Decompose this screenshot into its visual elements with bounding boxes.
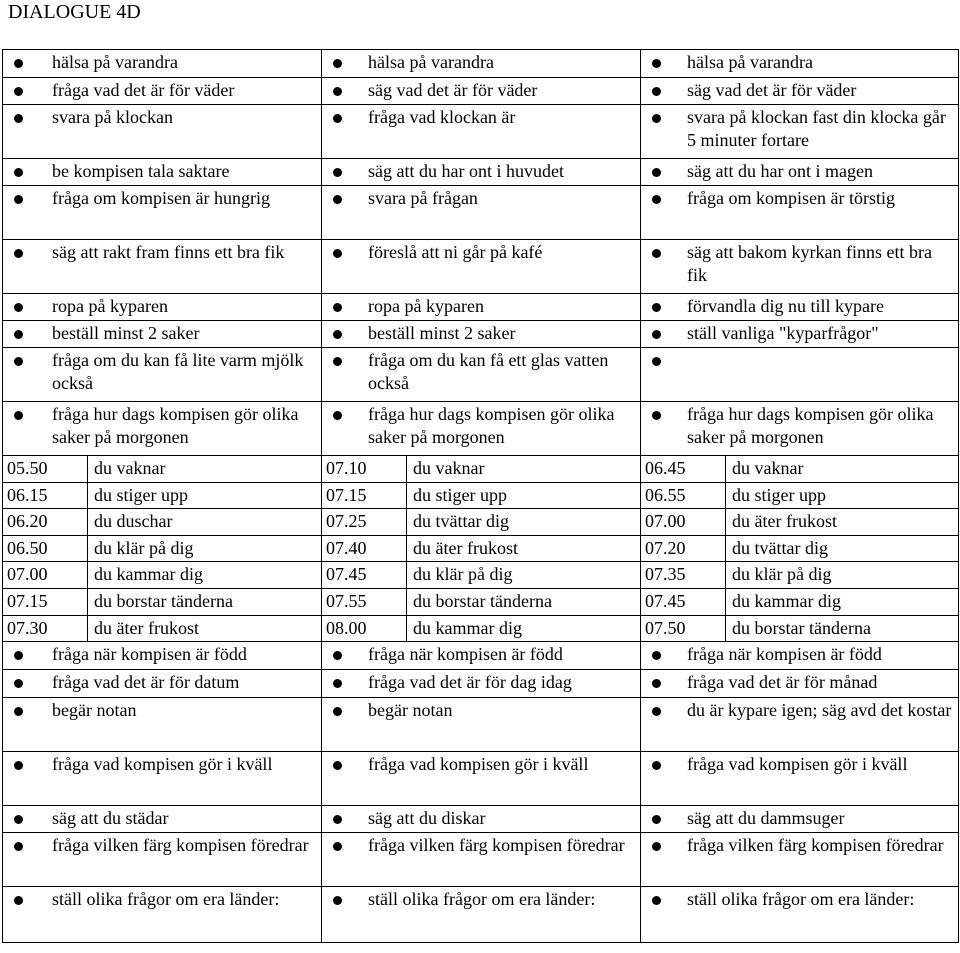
schedule-activity: du duschar [88,509,322,536]
schedule-time: 06.55 [641,482,726,509]
task-text: säg att du har ont i magen [687,161,873,181]
task-text: fråga om kompisen är hungrig [52,188,270,208]
bullet-icon [14,303,23,312]
schedule-activity: du vaknar [88,456,322,483]
dialogue-row [3,50,959,78]
dialogue-task-cell [3,50,322,78]
bullet-icon [14,59,23,68]
dialogue-row [3,887,959,943]
bullet-icon [333,815,342,824]
dialogue-task-cell [641,186,959,240]
schedule-time: 07.45 [322,562,407,589]
task-text: svara på klockan fast din klocka går 5 minuter fortare [687,107,946,150]
schedule-time: 07.20 [641,535,726,562]
schedule-time: 07.35 [641,562,726,589]
dialogue-row [3,294,959,321]
schedule-time: 07.45 [641,588,726,615]
bullet-icon [333,707,342,716]
task-text: hälsa på varandra [687,52,813,72]
schedule-time: 06.20 [3,509,88,536]
dialogue-task-cell [641,159,959,186]
schedule-time: 06.15 [3,482,88,509]
bullet-icon [333,842,342,851]
dialogue-task-cell [322,752,641,806]
bullet-icon [14,168,23,177]
bullet-icon [333,303,342,312]
task-text: fråga vad det är för månad [687,672,878,693]
dialogue-task-cell [322,833,641,887]
schedule-time: 07.55 [322,588,407,615]
dialogue-task-cell [641,833,959,887]
schedule-row [3,482,959,509]
dialogue-row [3,402,959,456]
task-text: fråga när kompisen är född [368,644,563,665]
dialogue-task-cell [641,105,959,159]
schedule-activity: du klär på dig [726,562,959,589]
dialogue-task-cell [322,240,641,294]
task-text: ställ olika frågor om era länder: [368,889,596,910]
dialogue-task-cell [3,105,322,159]
bullet-icon [333,114,342,123]
dialogue-row [3,833,959,887]
bullet-icon [333,651,342,660]
schedule-activity: du stiger upp [407,482,641,509]
schedule-row [3,456,959,483]
dialogue-task-cell [641,752,959,806]
task-text: fråga vad kompisen gör i kväll [368,754,589,775]
task-text: fråga när kompisen är född [687,644,882,665]
task-text: fråga vad kompisen gör i kväll [52,754,273,775]
dialogue-task-cell [3,642,322,670]
bullet-icon [333,357,342,366]
document-title: DIALOGUE 4D [8,1,141,23]
task-text: fråga om du kan få ett glas vatten också [368,350,609,393]
bullet-icon [652,357,661,366]
schedule-time: 05.50 [3,456,88,483]
task-text: svara på klockan [52,107,173,127]
schedule-time: 07.50 [641,615,726,642]
bullet-icon [14,357,23,366]
dialogue-task-cell [3,186,322,240]
dialogue-task-cell [3,833,322,887]
dialogue-task-cell [322,642,641,670]
dialogue-task-cell [641,321,959,348]
task-text: säg att bakom kyrkan finns ett bra fik [687,242,932,285]
schedule-activity: du kammar dig [407,615,641,642]
dialogue-task-cell [3,321,322,348]
dialogue-task-cell [641,670,959,698]
dialogue-task-cell [641,78,959,105]
dialogue-task-cell [641,402,959,456]
bullet-icon [333,87,342,96]
schedule-activity: du stiger upp [88,482,322,509]
bullet-icon [652,707,661,716]
dialogue-task-cell [3,240,322,294]
dialogue-row [3,752,959,806]
dialogue-task-cell [322,105,641,159]
bullet-icon [652,842,661,851]
bullet-icon [14,761,23,770]
dialogue-task-cell [3,78,322,105]
dialogue-task-cell [322,186,641,240]
dialogue-task-cell [322,670,641,698]
dialogue-row [3,240,959,294]
dialogue-row [3,348,959,402]
dialogue-task-cell [322,321,641,348]
bullet-icon [333,679,342,688]
bullet-icon [14,411,23,420]
dialogue-row [3,698,959,752]
dialogue-task-cell [322,698,641,752]
dialogue-task-cell [3,348,322,402]
task-text: fråga vilken färg kompisen föredrar [687,835,944,856]
schedule-activity: du borstar tänderna [407,588,641,615]
task-text: fråga hur dags kompisen gör olika saker på morgonen [687,404,934,447]
schedule-time: 07.00 [3,562,88,589]
bullet-icon [14,87,23,96]
bullet-icon [333,168,342,177]
dialogue-task-cell [3,670,322,698]
bullet-icon [14,679,23,688]
dialogue-task-cell [641,806,959,833]
schedule-activity: du borstar tänderna [726,615,959,642]
schedule-activity: du tvättar dig [726,535,959,562]
bullet-icon [333,249,342,258]
bullet-icon [652,303,661,312]
task-text: förvandla dig nu till kypare [687,296,884,316]
schedule-activity: du klär på dig [88,535,322,562]
bullet-icon [652,249,661,258]
dialogue-task-cell [322,159,641,186]
dialogue-task-cell [641,240,959,294]
bullet-icon [14,842,23,851]
dialogue-row [3,642,959,670]
bullet-icon [14,195,23,204]
task-text: ställ olika frågor om era länder: [52,889,280,910]
schedule-activity: du tvättar dig [407,509,641,536]
task-text: fråga när kompisen är född [52,644,247,665]
schedule-activity: du äter frukost [88,615,322,642]
schedule-time: 06.45 [641,456,726,483]
dialogue-row [3,670,959,698]
dialogue-task-cell [322,348,641,402]
schedule-time: 07.10 [322,456,407,483]
task-text: fråga vilken färg kompisen föredrar [368,835,625,856]
schedule-time: 08.00 [322,615,407,642]
schedule-activity: du äter frukost [726,509,959,536]
bullet-icon [333,59,342,68]
dialogue-task-cell [641,698,959,752]
schedule-activity: du vaknar [407,456,641,483]
dialogue-task-cell [641,50,959,78]
task-text: ställ olika frågor om era länder: [687,889,915,910]
schedule-row [3,562,959,589]
bullet-icon [14,707,23,716]
schedule-row [3,588,959,615]
dialogue-task-cell [3,698,322,752]
task-text: beställ minst 2 saker [368,323,516,343]
task-text: fråga vad det är för väder [52,80,235,100]
task-text: säg att du dammsuger [687,808,845,829]
schedule-activity: du borstar tänderna [88,588,322,615]
task-text: fråga vad det är för datum [52,672,240,693]
task-text: fråga vad klockan är [368,107,516,127]
bullet-icon [333,761,342,770]
bullet-icon [333,896,342,905]
bullet-icon [333,330,342,339]
task-text: fråga vad kompisen gör i kväll [687,754,908,775]
task-text: begär notan [368,700,453,721]
task-text: hälsa på varandra [368,52,494,72]
task-text: hälsa på varandra [52,52,178,72]
bullet-icon [333,195,342,204]
task-text: fråga hur dags kompisen gör olika saker på morgonen [52,404,299,447]
task-text: begär notan [52,700,137,721]
dialogue-task-cell [322,78,641,105]
schedule-activity: du klär på dig [407,562,641,589]
task-text: beställ minst 2 saker [52,323,200,343]
dialogue-task-cell [3,294,322,321]
bullet-icon [652,195,661,204]
dialogue-task-cell [641,348,959,402]
dialogue-row [3,806,959,833]
bullet-icon [652,679,661,688]
dialogue-row [3,321,959,348]
dialogue-row [3,105,959,159]
bullet-icon [652,411,661,420]
bullet-icon [652,815,661,824]
task-text: säg att du diskar [368,808,486,829]
bullet-icon [652,651,661,660]
schedule-row [3,615,959,642]
task-text: svara på frågan [368,188,478,208]
schedule-activity: du kammar dig [88,562,322,589]
dialogue-task-cell [322,887,641,943]
task-text: fråga hur dags kompisen gör olika saker på morgonen [368,404,615,447]
bullet-icon [652,114,661,123]
dialogue-row [3,159,959,186]
task-text: be kompisen tala saktare [52,161,230,181]
task-text: säg vad det är för väder [368,80,538,100]
bullet-icon [14,114,23,123]
schedule-time: 07.00 [641,509,726,536]
dialogue-row [3,186,959,240]
dialogue-task-cell [322,402,641,456]
task-text: ställ vanliga "kyparfrågor" [687,323,879,343]
schedule-time: 07.15 [322,482,407,509]
dialogue-task-cell [322,806,641,833]
schedule-time: 07.40 [322,535,407,562]
bullet-icon [652,168,661,177]
dialogue-task-cell [641,642,959,670]
schedule-time: 07.15 [3,588,88,615]
dialogue-task-cell [322,50,641,78]
task-text: fråga om kompisen är törstig [687,188,895,208]
task-text: fråga om du kan få lite varm mjölk också [52,350,304,393]
task-text: föreslå att ni går på kafé [368,242,543,262]
task-text: säg vad det är för väder [687,80,857,100]
bullet-icon [333,411,342,420]
bullet-icon [14,896,23,905]
dialogue-row [3,78,959,105]
task-text: fråga vilken färg kompisen föredrar [52,835,309,856]
schedule-activity: du vaknar [726,456,959,483]
task-text: säg att rakt fram finns ett bra fik [52,242,285,262]
bullet-icon [652,896,661,905]
task-text: ropa på kyparen [368,296,484,316]
bullet-icon [14,330,23,339]
dialogue-task-cell [641,887,959,943]
task-text: du är kypare igen; säg avd det kostar [687,700,952,721]
dialogue-task-cell [641,294,959,321]
schedule-row [3,509,959,536]
dialogue-task-cell [3,752,322,806]
dialogue-task-cell [3,402,322,456]
bullet-icon [652,761,661,770]
bullet-icon [652,59,661,68]
schedule-time: 07.30 [3,615,88,642]
schedule-activity: du stiger upp [726,482,959,509]
schedule-time: 06.50 [3,535,88,562]
task-text: säg att du har ont i huvudet [368,161,564,181]
bullet-icon [652,87,661,96]
bullet-icon [14,651,23,660]
task-text: fråga vad det är för dag idag [368,672,572,693]
bullet-icon [14,815,23,824]
task-text: ropa på kyparen [52,296,168,316]
dialogue-task-cell [3,806,322,833]
dialogue-table [2,49,959,943]
schedule-row [3,535,959,562]
task-text: säg att du städar [52,808,169,829]
schedule-activity: du kammar dig [726,588,959,615]
bullet-icon [14,249,23,258]
dialogue-task-cell [3,159,322,186]
bullet-icon [652,330,661,339]
schedule-time: 07.25 [322,509,407,536]
schedule-activity: du äter frukost [407,535,641,562]
dialogue-task-cell [3,887,322,943]
dialogue-task-cell [322,294,641,321]
